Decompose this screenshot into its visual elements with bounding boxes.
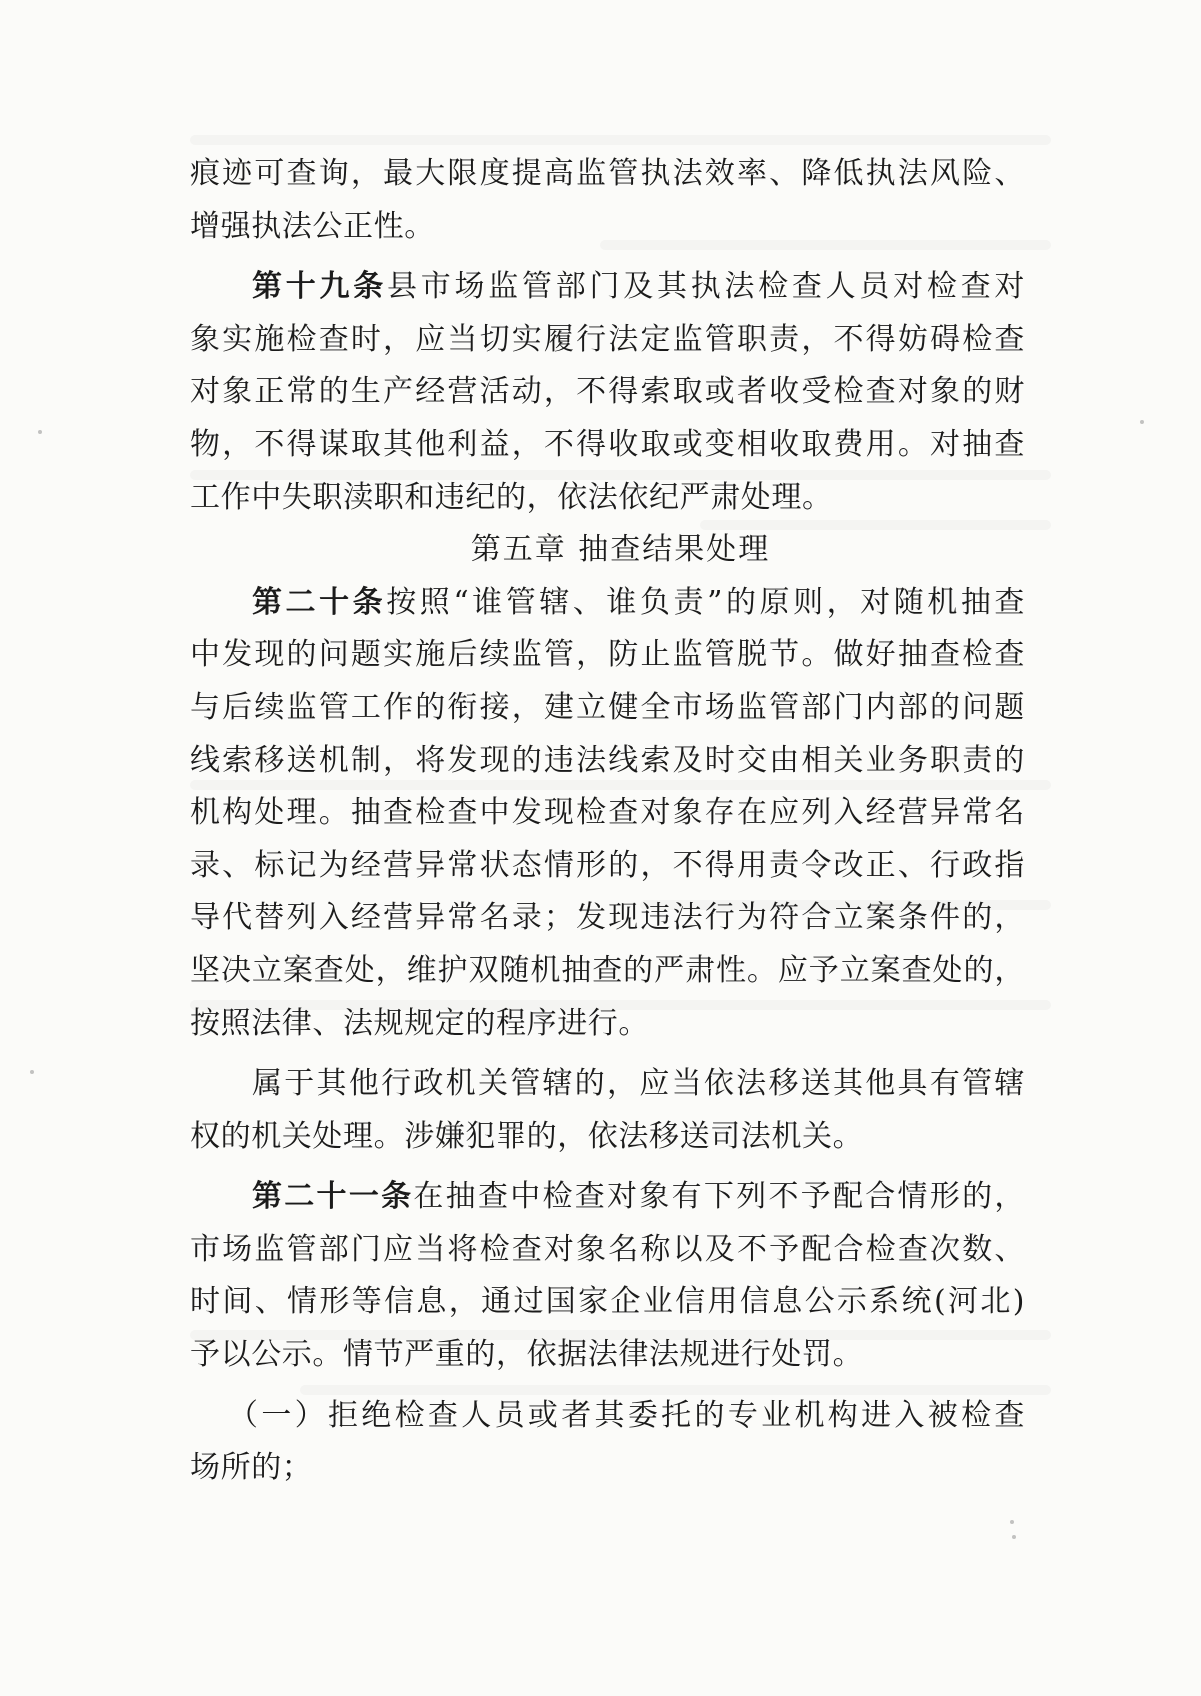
- text-line: [190, 577, 1025, 630]
- article-heading: 第十九条: [252, 269, 387, 305]
- text-line: [190, 261, 1025, 314]
- text-line: 坚决立案查处，维护双随机抽查的严肃性。应予立案查处的，: [190, 952, 1025, 988]
- text-line: 予以公示。情节严重的，依据法律法规进行处罚。: [190, 1337, 864, 1373]
- article-text: 按照“谁管辖、谁负责”的原则，对随机抽查: [386, 584, 1025, 620]
- article-heading: 第二十条: [252, 584, 387, 620]
- scan-speck: [1010, 1520, 1014, 1524]
- text-line: 导代替列入经营异常名录；发现违法行为符合立案条件的，: [190, 900, 1025, 936]
- scan-speck: [30, 1070, 34, 1074]
- text-line: 痕迹可查询，最大限度提高监管执法效率、降低执法风险、: [190, 156, 1025, 191]
- article-20: [190, 577, 1025, 1164]
- article-text: 在抽查中检查对象有下列不予配合情形的，: [413, 1179, 1025, 1215]
- article-21: [190, 1171, 1025, 1495]
- scan-speck: [1140, 420, 1144, 424]
- text-line: [190, 1171, 1025, 1224]
- text-line: 对象正常的生产经营活动，不得索取或者收受检查对象的财: [190, 374, 1025, 410]
- text-line: 物，不得谋取其他利益，不得收取或变相收取费用。对抽查: [190, 426, 1025, 462]
- document-body: [190, 148, 1025, 1495]
- article-19: [190, 261, 1025, 524]
- text-line: 录、标记为经营异常状态情形的，不得用责令改正、行政指: [190, 847, 1025, 883]
- bleed-through-mark: [190, 135, 1051, 145]
- text-line: 象实施检查时，应当切实履行法定监管职责，不得妨碍检查: [190, 321, 1025, 357]
- chapter-title: 第五章 抽查结果处理: [470, 532, 771, 568]
- text-line: 市场监管部门应当将检查对象名称以及不予配合检查次数、: [190, 1231, 1025, 1267]
- text-line: 工作中失职渎职和违纪的，依法依纪严肃处理。: [190, 479, 833, 515]
- scan-speck: [1012, 1535, 1016, 1539]
- list-item: （一）拒绝检查人员或者其委托的专业机构进入被检查: [228, 1397, 1025, 1433]
- article-text: 县市场监管部门及其执法检查人员对检查对: [386, 269, 1025, 305]
- list-item: 场所的；: [190, 1450, 313, 1486]
- text-line: 权的机关处理。涉嫌犯罪的，依法移送司法机关。: [190, 1118, 864, 1154]
- text-line: 按照法律、法规规定的程序进行。: [190, 1005, 649, 1041]
- text-line: 与后续监管工作的衔接，建立健全市场监管部门内部的问题: [190, 689, 1025, 725]
- text-line: 线索移送机制，将发现的违法线索及时交由相关业务职责的: [190, 742, 1025, 778]
- article-heading: 第二十一条: [252, 1179, 414, 1215]
- text-line: 属于其他行政机关管辖的，应当依法移送其他具有管辖: [252, 1066, 1025, 1102]
- text-line: 中发现的问题实施后续监管，防止监管脱节。做好抽查检查: [190, 637, 1025, 673]
- text-line: 增强执法公正性。: [190, 208, 435, 244]
- paragraph-continued: [190, 148, 1025, 253]
- text-line: 时间、情形等信息，通过国家企业信用信息公示系统(河北): [190, 1284, 1025, 1320]
- text-line: 机构处理。抽查检查中发现检查对象存在应列入经营异常名: [190, 795, 1025, 831]
- scan-speck: [38, 430, 42, 434]
